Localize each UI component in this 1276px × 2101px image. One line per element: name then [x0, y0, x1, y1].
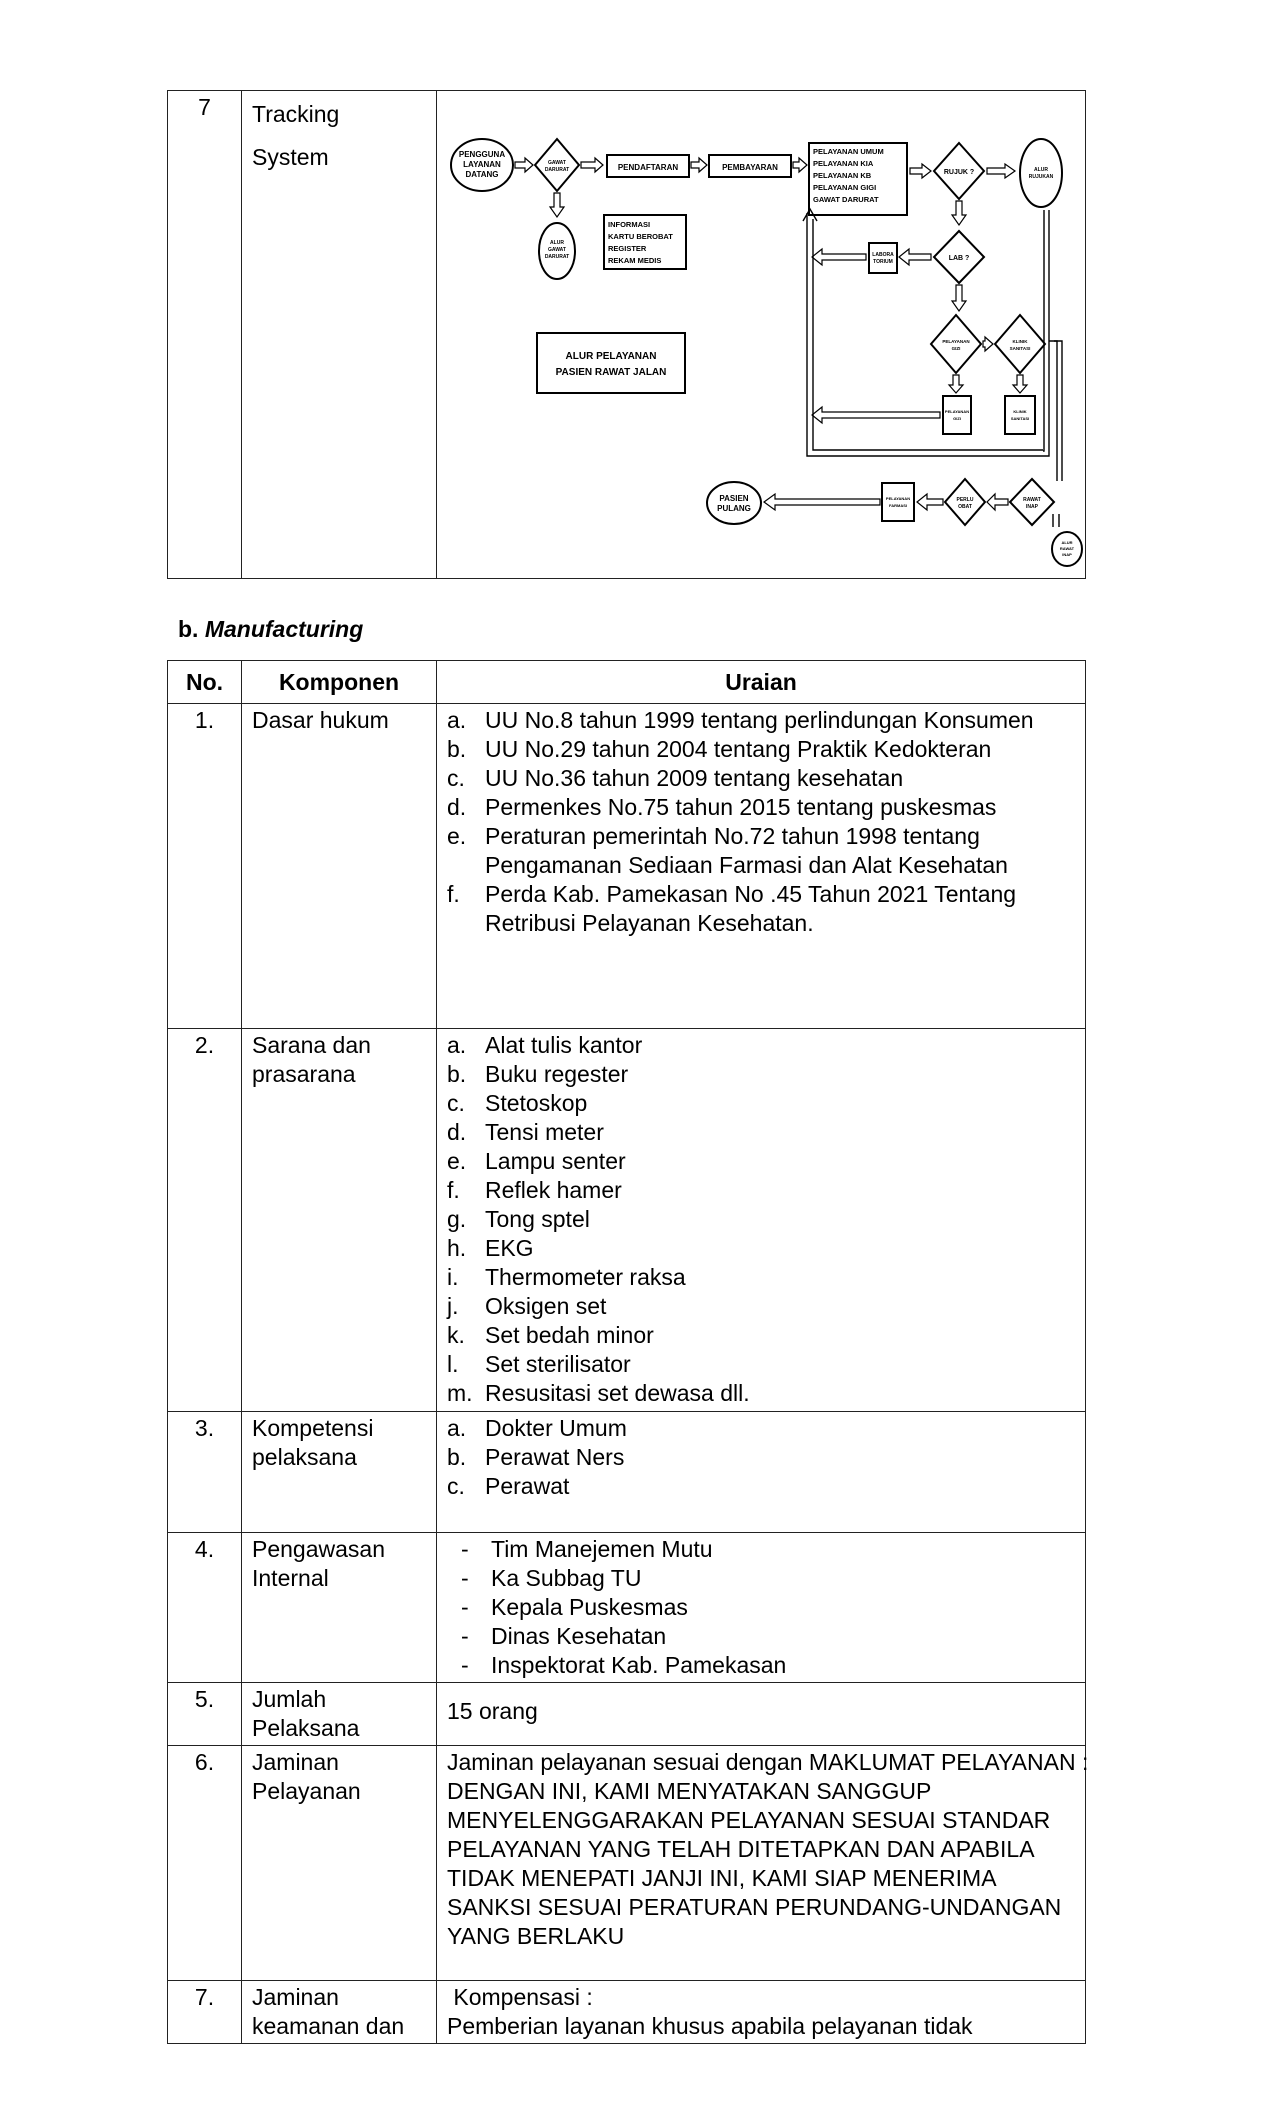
gizi-q-line: PELAYANAN	[942, 339, 970, 344]
list-text: Ka Subbag TU	[491, 1565, 642, 1591]
list-text: Dinas Kesehatan	[491, 1623, 667, 1649]
pelayanan-line: PELAYANAN UMUM	[813, 147, 884, 156]
sanitasi-q-line: KLINIK	[1012, 339, 1028, 344]
list-text: Perawat Ners	[485, 1444, 625, 1470]
list-item	[447, 1622, 1075, 1651]
sanitasi-line: SANITASI	[1010, 416, 1030, 421]
row-number: 1.	[168, 704, 242, 1029]
list-item	[447, 764, 1075, 793]
description-cell	[437, 1029, 1086, 1412]
pembayaran-label: PEMBAYARAN	[722, 163, 778, 172]
rujuk-label: RUJUK ?	[943, 169, 975, 176]
laboratorium-line: LABORA	[872, 252, 894, 258]
patient-flow-diagram	[437, 91, 1083, 574]
start-line: DATANG	[465, 170, 499, 179]
list-marker: b.	[447, 736, 467, 762]
diagram-title-line: PASIEN RAWAT JALAN	[555, 367, 667, 378]
pelayanan-line: PELAYANAN GIGI	[813, 183, 877, 192]
list-item	[447, 1031, 1075, 1060]
component-label	[242, 91, 437, 579]
list-text: Inspektorat Kab. Pamekasan	[491, 1652, 787, 1678]
informasi-line: INFORMASI	[608, 220, 651, 229]
row-number: 5.	[168, 1683, 242, 1746]
description-cell	[437, 1533, 1086, 1683]
description-cell	[437, 1981, 1086, 2044]
rawat-inap-line: RAWAT	[1023, 497, 1041, 503]
list-item	[447, 1176, 1075, 1205]
list-item	[447, 735, 1075, 764]
row-number: 7	[168, 91, 242, 579]
list-marker: b.	[447, 1061, 467, 1087]
decision-gizi	[931, 315, 981, 373]
list-text: Reflek hamer	[485, 1177, 622, 1203]
component-name: Sarana dan prasarana	[242, 1029, 437, 1412]
list-text: EKG	[485, 1235, 534, 1261]
table-row	[168, 704, 1086, 1029]
description-text: DENGAN INI, KAMI MENYATAKAN SANGGUP MENYELENGGARAKAN PELAYANAN SESUAI STANDAR PELAYANAN YANG TELAH DITETAPKAN DAN APABILA TIDAK MENEPATI JANJI INI, KAMI SIAP MENERIMA SANKSI SESUAI PERATURAN PERUNDANG-UNDANGAN YANG BERLAKU	[447, 1778, 1062, 1949]
perlu-obat-line: PERLU	[956, 497, 974, 503]
list-item	[447, 1147, 1075, 1176]
sanitasi-q-line: SANITASI	[1009, 346, 1031, 351]
row-number: 3.	[168, 1412, 242, 1533]
header-uraian: Uraian	[437, 661, 1086, 704]
alur-rujukan-line: ALUR	[1034, 167, 1048, 173]
alur-ri-line: INAP	[1062, 552, 1072, 557]
list-marker: d.	[447, 794, 467, 820]
list-item	[447, 1535, 1075, 1564]
alur-gd-line: DARURAT	[544, 254, 570, 260]
list-text: Peraturan pemerintah No.72 tahun 1998 tentang Pengamanan Sediaan Farmasi dan Alat Kesehatan	[485, 823, 1008, 878]
description-text: Pemberian layanan khusus apabila pelayanan tidak	[447, 2013, 973, 2039]
list-item	[447, 1564, 1075, 1593]
list-marker: -	[461, 1536, 469, 1562]
row-number: 4.	[168, 1533, 242, 1683]
list-marker: -	[461, 1565, 469, 1591]
start-line: LAYANAN	[463, 160, 501, 169]
table-row	[168, 1746, 1086, 1981]
list-marker: b.	[447, 1444, 467, 1470]
description-cell	[437, 1746, 1089, 1981]
farmasi-line: PELAYANAN	[885, 496, 911, 501]
pasien-pulang-line: PASIEN	[719, 494, 749, 503]
table-row	[168, 1412, 1086, 1533]
list-text: UU No.29 tahun 2004 tentang Praktik Kedokteran	[485, 736, 992, 762]
list-text: Perda Kab. Pamekasan No .45 Tahun 2021 Tentang Retribusi Pelayanan Kesehatan.	[485, 881, 1017, 936]
description-list	[447, 1535, 1075, 1680]
label-line: System	[252, 144, 329, 170]
pendaftaran-label: PENDAFTARAN	[617, 163, 679, 172]
list-marker: a.	[447, 1032, 467, 1058]
list-item	[447, 880, 1075, 938]
list-text: Kepala Puskesmas	[491, 1594, 688, 1620]
list-text: Perawat	[485, 1473, 570, 1499]
list-marker: j.	[447, 1293, 459, 1319]
list-text: Thermometer raksa	[485, 1264, 686, 1290]
list-item	[447, 1292, 1075, 1321]
informasi-line: KARTU BEROBAT	[608, 232, 673, 241]
tracking-table	[167, 90, 1086, 579]
component-name: Jumlah Pelaksana	[242, 1683, 437, 1746]
start-line: PENGGUNA	[458, 150, 506, 159]
list-text: Tong sptel	[485, 1206, 590, 1232]
informasi-line: REKAM MEDIS	[608, 256, 662, 265]
component-name: Kompetensi pelaksana	[242, 1412, 437, 1533]
list-marker: e.	[447, 823, 467, 849]
table-row	[168, 91, 1086, 579]
pasien-pulang-node	[707, 482, 761, 524]
decision-sanitasi	[995, 315, 1045, 373]
description-text: Jaminan pelayanan sesuai dengan MAKLUMAT PELAYANAN :	[447, 1749, 1089, 1775]
table-row	[168, 1981, 1086, 2044]
list-marker: c.	[447, 765, 465, 791]
list-item	[447, 1350, 1075, 1379]
header-komponen: Komponen	[242, 661, 437, 704]
list-marker: d.	[447, 1119, 467, 1145]
list-marker: a.	[447, 1415, 467, 1441]
alur-ri-line: RAWAT	[1059, 546, 1075, 551]
table-row	[168, 1683, 1086, 1746]
list-text: Stetoskop	[485, 1090, 588, 1116]
row-number: 2.	[168, 1029, 242, 1412]
gizi-line: GIZI	[953, 416, 961, 421]
gizi-q-line: GIZI	[951, 346, 961, 351]
description-list	[447, 1031, 1075, 1408]
list-item	[447, 1414, 1075, 1443]
list-marker: g.	[447, 1206, 467, 1232]
manufacturing-table	[167, 660, 1089, 2044]
table-row	[168, 1029, 1086, 1412]
gawat-darurat-line: GAWAT	[548, 160, 566, 166]
alur-gd-line: GAWAT	[548, 247, 566, 253]
list-marker: m.	[447, 1380, 473, 1406]
component-name: Dasar hukum	[242, 704, 437, 1029]
list-item	[447, 1263, 1075, 1292]
list-text: Alat tulis kantor	[485, 1032, 643, 1058]
list-item	[447, 1234, 1075, 1263]
list-text: Set bedah minor	[485, 1322, 654, 1348]
list-marker: f.	[447, 881, 460, 907]
description-text: Kompensasi :	[447, 1984, 593, 2010]
pelayanan-farmasi-box	[882, 483, 914, 521]
alur-ri-line: ALUR	[1061, 540, 1073, 545]
alur-rujukan-node	[1020, 139, 1062, 207]
list-item	[447, 1651, 1075, 1680]
component-name: Jaminan Pelayanan	[242, 1746, 437, 1981]
description-list	[447, 1414, 1075, 1501]
description-cell	[437, 1412, 1086, 1533]
list-text: Tensi meter	[485, 1119, 604, 1145]
rawat-inap-line: INAP	[1026, 504, 1038, 510]
list-marker: c.	[447, 1090, 465, 1116]
list-item	[447, 706, 1075, 735]
list-marker: e.	[447, 1148, 467, 1174]
component-name: Pengawasan Internal	[242, 1533, 437, 1683]
list-item	[447, 1205, 1075, 1234]
list-text: Buku regester	[485, 1061, 629, 1087]
alur-rujukan-line: RUJUKAN	[1028, 174, 1054, 180]
component-name: Jaminan keamanan dan	[242, 1981, 437, 2044]
laboratorium-box	[869, 243, 897, 273]
list-text: Permenkes No.75 tahun 2015 tentang puskesmas	[485, 794, 997, 820]
informasi-line: REGISTER	[608, 244, 647, 253]
list-text: Resusitasi set dewasa dll.	[485, 1380, 750, 1406]
list-item	[447, 1443, 1075, 1472]
list-item	[447, 1472, 1075, 1501]
alur-gd-line: ALUR	[550, 240, 564, 246]
farmasi-line: FARMASI	[889, 503, 907, 508]
pelayanan-line: GAWAT DARURAT	[813, 195, 879, 204]
section-name: Manufacturing	[204, 616, 364, 642]
description-list	[447, 706, 1075, 938]
list-marker: i.	[447, 1264, 459, 1290]
list-item	[447, 1089, 1075, 1118]
list-marker: a.	[447, 707, 467, 733]
diagram-title-line: ALUR PELAYANAN	[565, 351, 657, 362]
list-item	[447, 1379, 1075, 1408]
pelayanan-gizi-box	[943, 396, 971, 434]
list-marker: c.	[447, 1473, 465, 1499]
list-text: Dokter Umum	[485, 1415, 627, 1441]
list-marker: -	[461, 1594, 469, 1620]
list-marker: h.	[447, 1235, 467, 1261]
list-marker: f.	[447, 1177, 460, 1203]
flow-diagram-cell	[437, 91, 1086, 579]
list-text: Lampu senter	[485, 1148, 626, 1174]
pelayanan-line: PELAYANAN KIA	[813, 159, 874, 168]
row-number: 6.	[168, 1746, 242, 1981]
list-item	[447, 1118, 1075, 1147]
list-item	[447, 1593, 1075, 1622]
list-item	[447, 822, 1075, 880]
pelayanan-line: PELAYANAN KB	[813, 171, 872, 180]
table-header-row	[168, 661, 1086, 704]
sanitasi-line: KLINIK	[1013, 409, 1027, 414]
list-item	[447, 1321, 1075, 1350]
list-marker: k.	[447, 1322, 465, 1348]
list-text: Set sterilisator	[485, 1351, 631, 1377]
list-item	[447, 1060, 1075, 1089]
lab-label: LAB ?	[948, 255, 970, 262]
description-text: 15 orang	[447, 1698, 538, 1724]
section-letter: b.	[178, 616, 199, 642]
laboratorium-line: TORIUM	[873, 259, 893, 265]
row-number: 7.	[168, 1981, 242, 2044]
perlu-obat-line: OBAT	[958, 504, 972, 510]
gizi-line: PELAYANAN	[944, 409, 970, 414]
title-box	[537, 333, 685, 393]
list-text: UU No.8 tahun 1999 tentang perlindungan Konsumen	[485, 707, 1034, 733]
list-text: Oksigen set	[485, 1293, 607, 1319]
section-title	[178, 616, 363, 643]
list-marker: -	[461, 1623, 469, 1649]
table-row	[168, 1533, 1086, 1683]
description-cell	[437, 704, 1086, 1029]
description-cell	[437, 1683, 1086, 1746]
list-marker: l.	[447, 1351, 459, 1377]
list-marker: -	[461, 1652, 469, 1678]
gawat-darurat-line: DARURAT	[544, 167, 570, 173]
list-item	[447, 793, 1075, 822]
header-no: No.	[168, 661, 242, 704]
list-text: Tim Manejemen Mutu	[491, 1536, 713, 1562]
klinik-sanitasi-box	[1005, 396, 1035, 434]
list-text: UU No.36 tahun 2009 tentang kesehatan	[485, 765, 904, 791]
pasien-pulang-line: PULANG	[717, 504, 751, 513]
label-line: Tracking	[252, 101, 340, 127]
